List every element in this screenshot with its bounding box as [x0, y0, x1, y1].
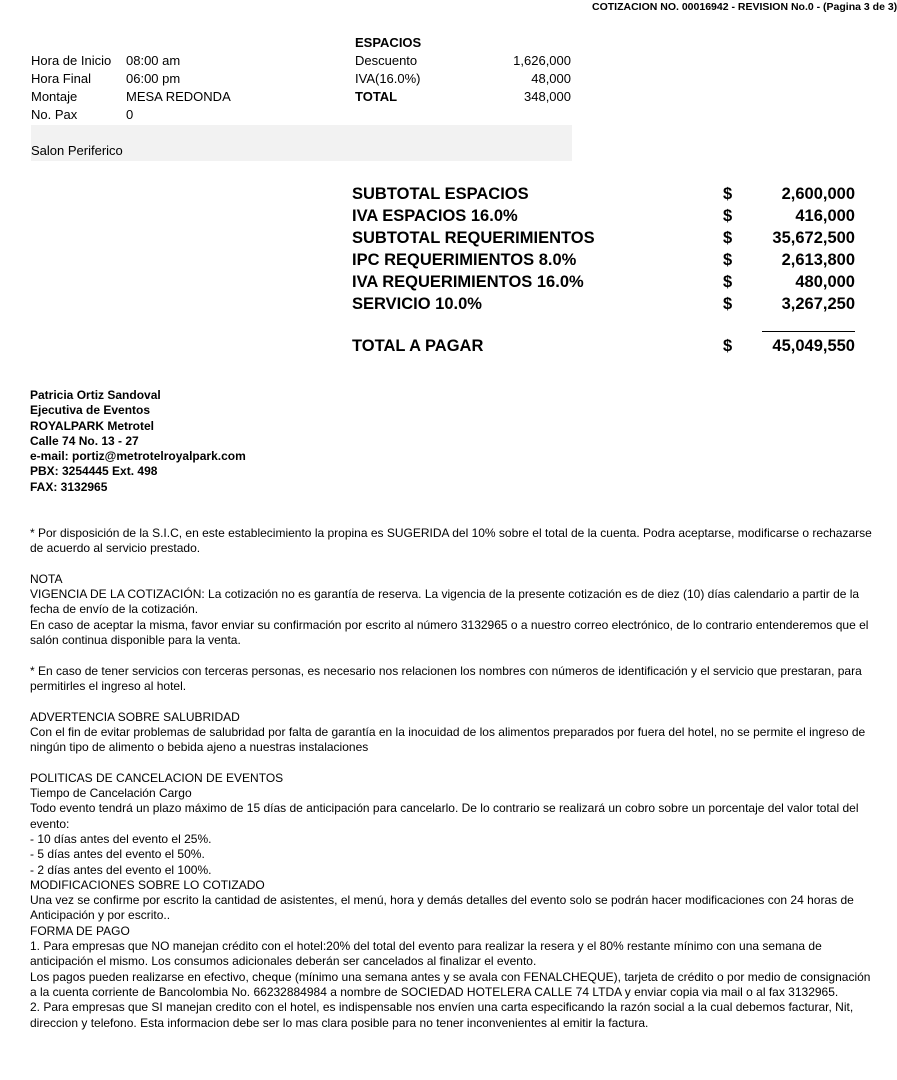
espacios-label: IVA(16.0%) [355, 71, 421, 86]
modificaciones-text: Una vez se confirme por escrito la cantidad de asistentes, el menú, hora y demás detalles del evento solo se podrán hacer modificaciones con 24 horas de Anticipación y por escrito.. [30, 893, 854, 923]
totals-amount: 35,672,500 [772, 229, 855, 247]
grand-total-label: TOTAL A PAGAR [352, 337, 484, 355]
cancel-text: Todo evento tendrá un plazo máximo de 15 días de anticipación para cancelarlo. De lo contrario se realizará un cobro sobre un porcentaje del valor total del evento: [30, 801, 859, 831]
totals-label: IPC REQUERIMIENTOS 8.0% [352, 251, 577, 269]
contact-address: Calle 74 No. 13 - 27 [30, 433, 139, 448]
currency-symbol: $ [723, 185, 733, 203]
terceros-text: * En caso de tener servicios con terceras personas, es necesario nos relacionen los nombres con números de identificación y el servicio que prestaran, para permitirles el ingreso al hotel. [30, 663, 862, 693]
detail-row [31, 106, 331, 124]
modificaciones-title: MODIFICACIONES SOBRE LO COTIZADO [30, 877, 265, 892]
cancel-title: POLITICAS DE CANCELACION DE EVENTOS [30, 770, 284, 785]
currency-symbol: $ [723, 207, 733, 225]
detail-value: MESA REDONDA [126, 89, 231, 104]
salubridad-text: Con el fin de evitar problemas de salubridad por falta de garantía en la inocuidad de los alimentos preparados por fuera del hotel, no se permite el ingreso de ningún tipo de alimento o bebida ajeno a nuestras instalaciones [30, 724, 866, 755]
totals-label: SERVICIO 10.0% [352, 295, 482, 313]
espacios-label: TOTAL [355, 89, 398, 104]
propina-note: * Por disposición de la S.I.C, en este establecimiento la propina es SUGERIDA del 10% sobre el total de la cuenta. Podra aceptarse, modificarse o rechazarse de acuerdo al servicio prestado. [30, 526, 872, 556]
vigencia-text: VIGENCIA DE LA COTIZACIÓN: La cotización no es garantía de reserva. La vigencia de la presente cotización es de diez (10) días calendario a partir de la fecha de envío de la cotización. [30, 587, 860, 617]
espacios-value: 1,626,000 [513, 53, 571, 68]
contact-company: ROYALPARK Metrotel [30, 418, 155, 433]
detail-value: 08:00 am [126, 53, 181, 68]
totals-table [352, 183, 857, 315]
document-header: COTIZACION NO. 00016942 - REVISION No.0 - (Pagina 3 de 3) [592, 1, 897, 13]
pago-title: FORMA DE PAGO [30, 923, 130, 938]
totals-amount: 3,267,250 [781, 295, 855, 313]
cancel-subtitle: Tiempo de Cancelación Cargo [30, 786, 192, 801]
currency-symbol: $ [723, 251, 733, 269]
detail-label: Hora de Inicio [31, 53, 112, 68]
contact-fax: FAX: 3132965 [30, 479, 108, 494]
espacios-row [355, 52, 573, 70]
pago-text: 1. Para empresas que NO manejan crédito con el hotel:20% del total del evento para realizar la resera y el 80% restante mínimo con una semana de anticipación el mismo. Los consumos adicionales deberán ser cancelados al finalizar el evento. [30, 939, 822, 969]
pago-text: Los pagos pueden realizarse en efectivo, cheque (mínimo una semana antes y se avala con FENALCHEQUE), tarjeta de crédito o por medio de consignación a la cuenta corriente de Bancolombia No. 66232884984 a nombre de SOCIEDAD HOTELERA CALLE 74 LTDA y enviar copia via mail o al fax 3132965. [30, 969, 871, 999]
totals-label: IVA REQUERIMIENTOS 16.0% [352, 273, 584, 291]
contact-name: Patricia Ortiz Sandoval [30, 388, 161, 402]
contact-block [30, 388, 430, 495]
currency-symbol: $ [723, 295, 733, 313]
currency-symbol: $ [723, 273, 733, 291]
cancel-item: - 10 días antes del evento el 25%. [30, 831, 212, 846]
terms-notes [30, 526, 880, 1031]
espacios-value: 48,000 [531, 71, 571, 86]
detail-label: No. Pax [31, 107, 78, 122]
detail-label: Montaje [31, 89, 78, 104]
totals-amount: 416,000 [795, 207, 855, 225]
espacios-row [355, 88, 573, 106]
totals-amount: 2,600,000 [781, 185, 855, 203]
cancel-item: - 2 días antes del evento el 100%. [30, 862, 212, 877]
totals-row [352, 205, 857, 227]
detail-row [31, 70, 331, 88]
detail-value: 0 [126, 107, 134, 122]
detail-row [31, 52, 331, 70]
total-underline [762, 331, 855, 332]
totals-amount: 480,000 [795, 273, 855, 291]
totals-row [352, 249, 857, 271]
contact-phone: PBX: 3254445 Ext. 498 [30, 464, 158, 479]
contact-role: Ejecutiva de Eventos [30, 403, 151, 418]
aceptar-text: En caso de aceptar la misma, favor enviar su confirmación por escrito al número 3132965 o a nuestro correo electrónico, de lo contrario entenderemos que el salón continua disponible para la venta. [30, 617, 869, 648]
grand-total [352, 335, 857, 357]
nota-title: NOTA [30, 571, 63, 586]
salubridad-title: ADVERTENCIA SOBRE SALUBRIDAD [30, 709, 240, 724]
espacios-value: 348,000 [524, 89, 571, 104]
espacios-title: ESPACIOS [355, 35, 422, 50]
espacios-row [355, 70, 573, 88]
currency-symbol: $ [723, 229, 733, 247]
grand-total-amount: 45,049,550 [772, 337, 855, 355]
totals-row [352, 271, 857, 293]
totals-label: SUBTOTAL REQUERIMIENTOS [352, 229, 595, 247]
totals-row [352, 183, 857, 205]
espacios-summary [355, 34, 573, 106]
totals-amount: 2,613,800 [781, 251, 855, 269]
pago-text: 2. Para empresas que SI manejan credito con el hotel, es indispensable nos envíen una carta especificando la razón social a la cual debemos facturar, Nit, direccion y telefono. Esta informacion debe ser lo mas clara posible para no tener inconvenientes al emitir la factura. [30, 1000, 854, 1030]
detail-value: 06:00 pm [126, 71, 181, 86]
currency-symbol: $ [723, 337, 733, 355]
totals-label: IVA ESPACIOS 16.0% [352, 207, 518, 225]
detail-label: Hora Final [31, 71, 91, 86]
salon-band [31, 125, 572, 161]
cancel-item: - 5 días antes del evento el 50%. [30, 847, 205, 862]
detail-row [31, 88, 331, 106]
totals-row [352, 293, 857, 315]
contact-email: e-mail: portiz@metrotelroyalpark.com [30, 449, 246, 464]
event-details [31, 52, 331, 124]
salon-name: Salon Periferico [31, 143, 123, 158]
totals-row [352, 227, 857, 249]
totals-label: SUBTOTAL ESPACIOS [352, 185, 529, 203]
espacios-label: Descuento [355, 53, 418, 68]
